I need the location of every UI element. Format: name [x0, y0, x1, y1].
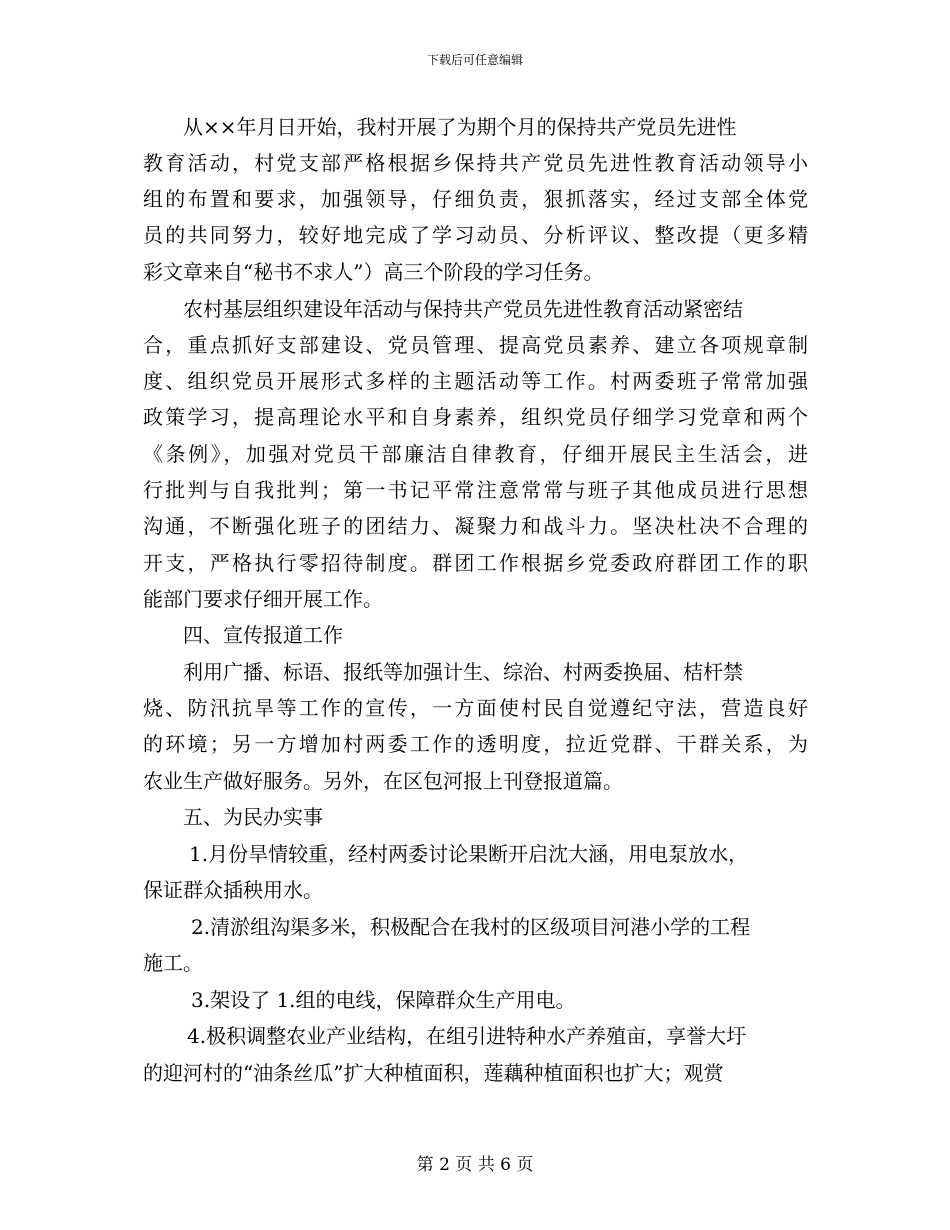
list-item-line: 1.月份旱情较重，经村两委讨论果断开启沈大涵，用电泵放水， [189, 842, 749, 866]
paragraph-line: 员的共同努力，较好地完成了学习动员、分析评议、整改提（更多精 [143, 223, 808, 247]
page-header: 下载后可任意编辑 [426, 53, 523, 67]
list-item-line: 施工。 [143, 951, 203, 975]
paragraph-line: 能部门要求仔细开展工作。 [143, 587, 383, 611]
paragraph-line: 教育活动，村党支部严格根据乡保持共产党员先进性教育活动领导小 [143, 151, 808, 175]
list-item-line: 4.极积调整农业产业结构，在组引进特种水产养殖亩，享誉大圩 [187, 1024, 747, 1048]
list-item-line: 3.架设了 1.组的电线，保障群众生产用电。 [191, 988, 576, 1012]
section-heading: 五、为民办实事 [183, 805, 323, 829]
paragraph-line: 彩文章来自“秘书不求人”）高三个阶段的学习任务。 [143, 260, 604, 284]
list-item-line: 的迎河村的“油条丝瓜”扩大种植面积，莲藕种植面积也扩大；观赏 [143, 1061, 724, 1085]
list-item-line: 保证群众插秧用水。 [143, 878, 323, 902]
paragraph-line: 组的布置和要求，加强领导，仔细负责，狠抓落实，经过支部全体党 [143, 187, 808, 211]
paragraph-line: 农业生产做好服务。另外，在区包河报上刊登报道篇。 [143, 769, 623, 793]
list-item-line: 2.清淤组沟渠多米，积极配合在我村的区级项目河港小学的工程 [191, 915, 751, 939]
paragraph-line: 的环境；另一方增加村两委工作的透明度，拉近党群、干群关系，为 [143, 732, 808, 756]
paragraph-line: 开支，严格执行零招待制度。群团工作根据乡党委政府群团工作的职 [143, 551, 808, 575]
paragraph-line: 农村基层组织建设年活动与保持共产党员先进性教育活动紧密结 [183, 297, 743, 321]
paragraph-line: 行批判与自我批判；第一书记平常注意常常与班子其他成员进行思想 [143, 478, 808, 502]
paragraph-line: 从××年月日开始，我村开展了为期个月的保持共产党员先进性 [183, 115, 737, 139]
section-heading: 四、宣传报道工作 [183, 623, 343, 647]
paragraph-line: 烧、防汛抗旱等工作的宣传，一方面使村民自觉遵纪守法，营造良好 [143, 696, 808, 720]
paragraph-line: 合，重点抓好支部建设、党员管理、提高党员素养、建立各项规章制 [143, 333, 808, 357]
paragraph-line: 利用广播、标语、报纸等加强计生、综治、村两委换届、桔杆禁 [183, 660, 743, 684]
paragraph-line: 《条例》，加强对党员干部廉洁自律教育，仔细开展民主生活会，进 [143, 442, 808, 466]
paragraph-line: 政策学习，提高理论水平和自身素养，组织党员仔细学习党章和两个 [143, 405, 808, 429]
paragraph-line: 度、组织党员开展形式多样的主题活动等工作。村两委班子常常加强 [143, 369, 808, 393]
paragraph-line: 沟通，不断强化班子的团结力、凝聚力和战斗力。坚决杜决不合理的 [143, 514, 808, 538]
page-footer: 第 2 页 共 6 页 [416, 1155, 534, 1175]
